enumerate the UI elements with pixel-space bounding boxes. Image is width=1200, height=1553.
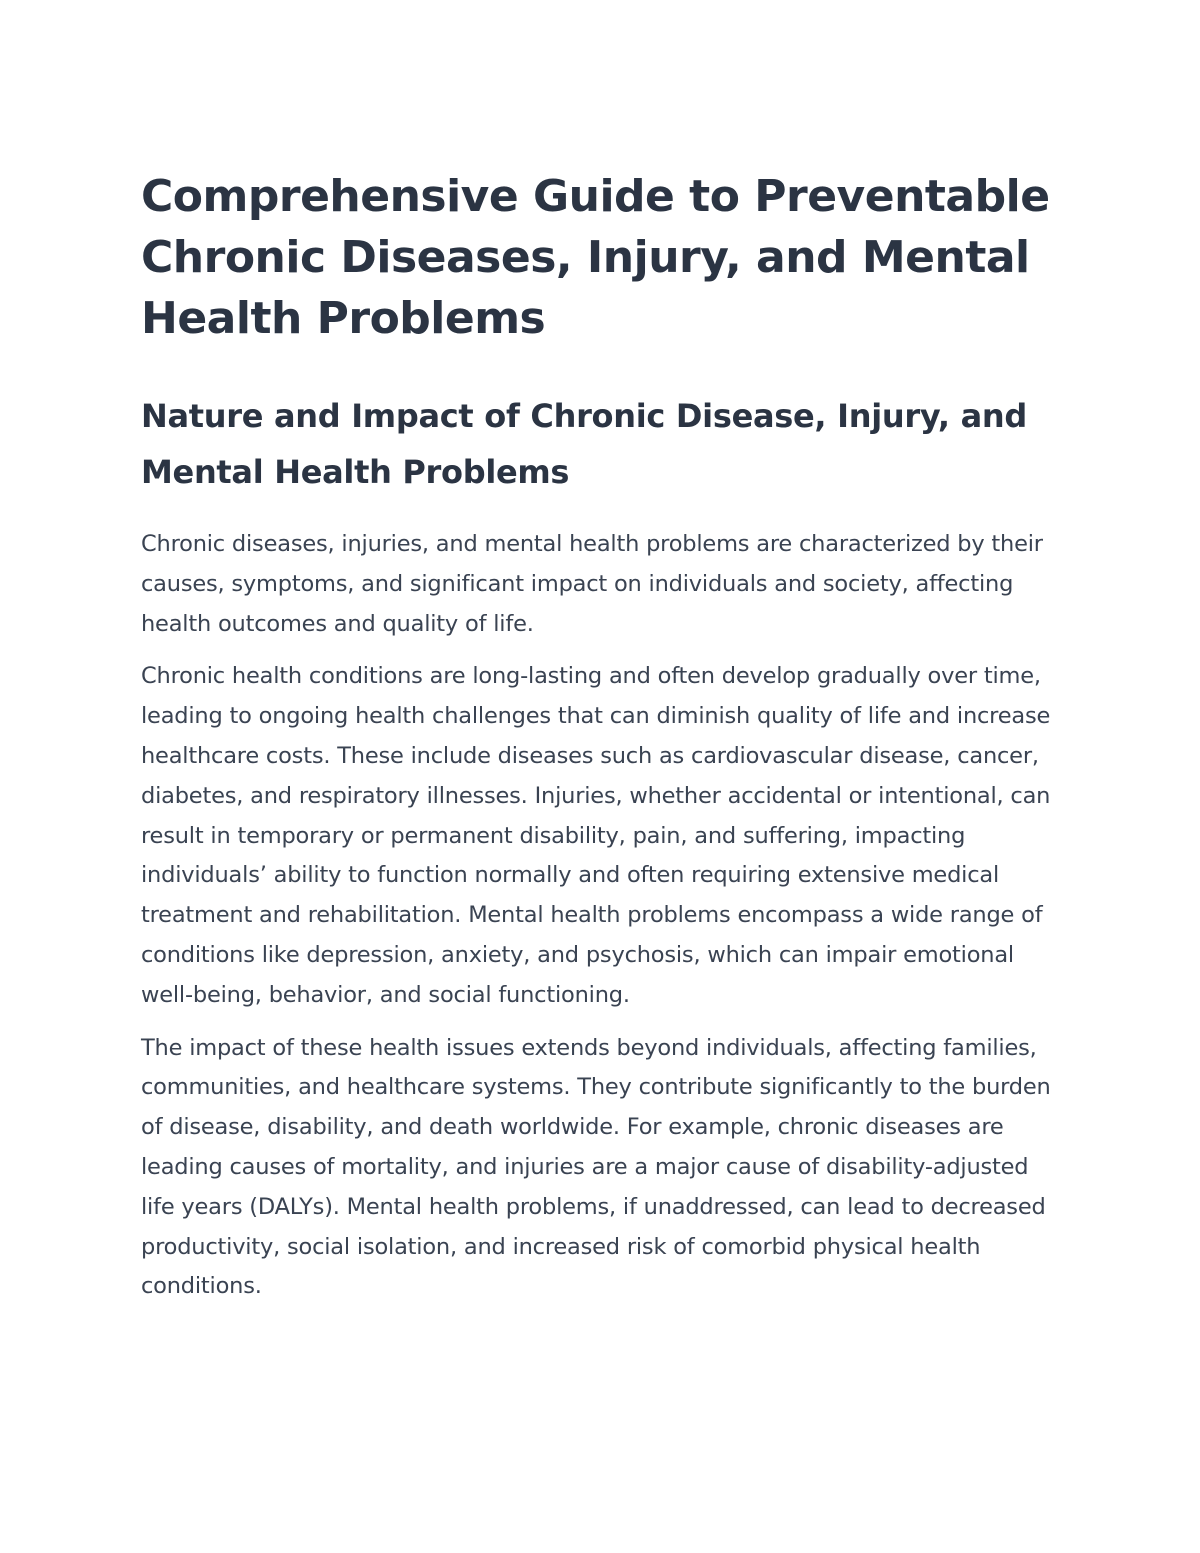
paragraph-impact: The impact of these health issues extends beyond individuals, affecting families, communities, and healthcare systems. They contribute significantly to the burden of disease, disability, and death worldwide. For example, chronic diseases are leading causes of mortality, and injuries are a major cause of disability-adjusted life years (DALYs). Mental health problems, if unaddressed, can lead to decreased productivity, social isolation, and increased risk of comorbid physical health conditions. [141, 1034, 1051, 1300]
document-title: Comprehensive Guide to Preventable Chronic Diseases, Injury, and Mental Health Problems [141, 171, 1050, 344]
paragraph-intro: Chronic diseases, injuries, and mental health problems are characterized by their causes, symptoms, and significant impact on individuals and society, affecting health outcomes and quality of life. [141, 531, 1043, 637]
paragraph-conditions: Chronic health conditions are long-lasting and often develop gradually over time, leading to ongoing health challenges that can diminish quality of life and increase healthcare costs. These include diseases such as cardiovascular disease, cancer, diabetes, and respiratory illnesses. Injuries, whether accidental or intentional, can result in temporary or permanent disability, pain, and suffering, impacting individuals’ ability to function normally and often requiring extensive medical treatment and rehabilitation. Mental health problems encompass a wide range of conditions like depression, anxiety, and psychosis, which can impair emotional well-being, behavior, and social functioning. [141, 663, 1051, 1008]
document-page [141, 166, 1061, 1307]
section-heading: Nature and Impact of Chronic Disease, Injury, and Mental Health Problems [141, 397, 1027, 491]
